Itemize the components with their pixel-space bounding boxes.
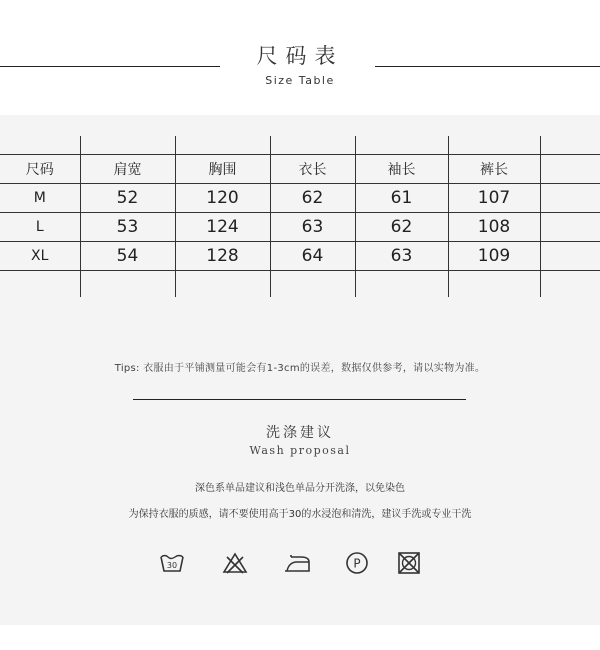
table-cell: 64 <box>270 242 355 271</box>
table-cell: 62 <box>355 213 448 242</box>
table-cell: 53 <box>80 213 175 242</box>
wash-title: 洗涤建议 <box>266 425 334 441</box>
dry-clean-label: P <box>353 556 361 571</box>
page-subtitle: Size Table <box>265 74 335 87</box>
column-header: 尺码 <box>0 155 80 184</box>
table-cell: 128 <box>175 242 270 271</box>
wash-note: 为保持衣服的质感，请不要使用高于30的水浸泡和清洗，建议手洗或专业干洗 <box>128 509 472 520</box>
table-cell: 63 <box>355 242 448 271</box>
table-cell: 52 <box>80 184 175 213</box>
column-header: 裤长 <box>448 155 540 184</box>
table-cell: 62 <box>270 184 355 213</box>
table-cell: 108 <box>448 213 540 242</box>
no-bleach-icon <box>222 551 248 575</box>
table-row <box>0 213 600 242</box>
table-cell: 107 <box>448 184 540 213</box>
wash-30-icon <box>159 551 185 575</box>
table-cell: L <box>0 213 80 242</box>
table-header-row <box>0 155 600 184</box>
column-header: 衣长 <box>270 155 355 184</box>
wash-temp-label: 30 <box>166 561 178 570</box>
wash-note: 深色系单品建议和浅色单品分开洗涤，以免染色 <box>195 483 405 494</box>
table-cell: 54 <box>80 242 175 271</box>
table-cell: 124 <box>175 213 270 242</box>
column-header: 袖长 <box>355 155 448 184</box>
table-row <box>0 242 600 271</box>
table-cell: 120 <box>175 184 270 213</box>
table-row <box>0 184 600 213</box>
iron-icon <box>283 551 311 575</box>
table-cell: 61 <box>355 184 448 213</box>
wash-subtitle: Wash proposal <box>249 444 351 457</box>
section-divider <box>133 399 466 400</box>
page-title: 尺码表 <box>256 44 344 68</box>
column-header: 肩宽 <box>80 155 175 184</box>
table-bottom-gap <box>0 271 600 298</box>
size-table <box>0 136 600 297</box>
no-tumble-dry-icon <box>397 551 421 575</box>
table-cell: XL <box>0 242 80 271</box>
content-panel <box>0 115 600 625</box>
dry-clean-p-icon <box>345 551 369 575</box>
table-top-gap <box>0 136 600 155</box>
table-cell: 109 <box>448 242 540 271</box>
tips-text: Tips: 衣服由于平铺测量可能会有1-3cm的误差，数据仅供参考，请以实物为准。 <box>114 363 486 374</box>
column-header: 胸围 <box>175 155 270 184</box>
table-cell: 63 <box>270 213 355 242</box>
table-cell: M <box>0 184 80 213</box>
